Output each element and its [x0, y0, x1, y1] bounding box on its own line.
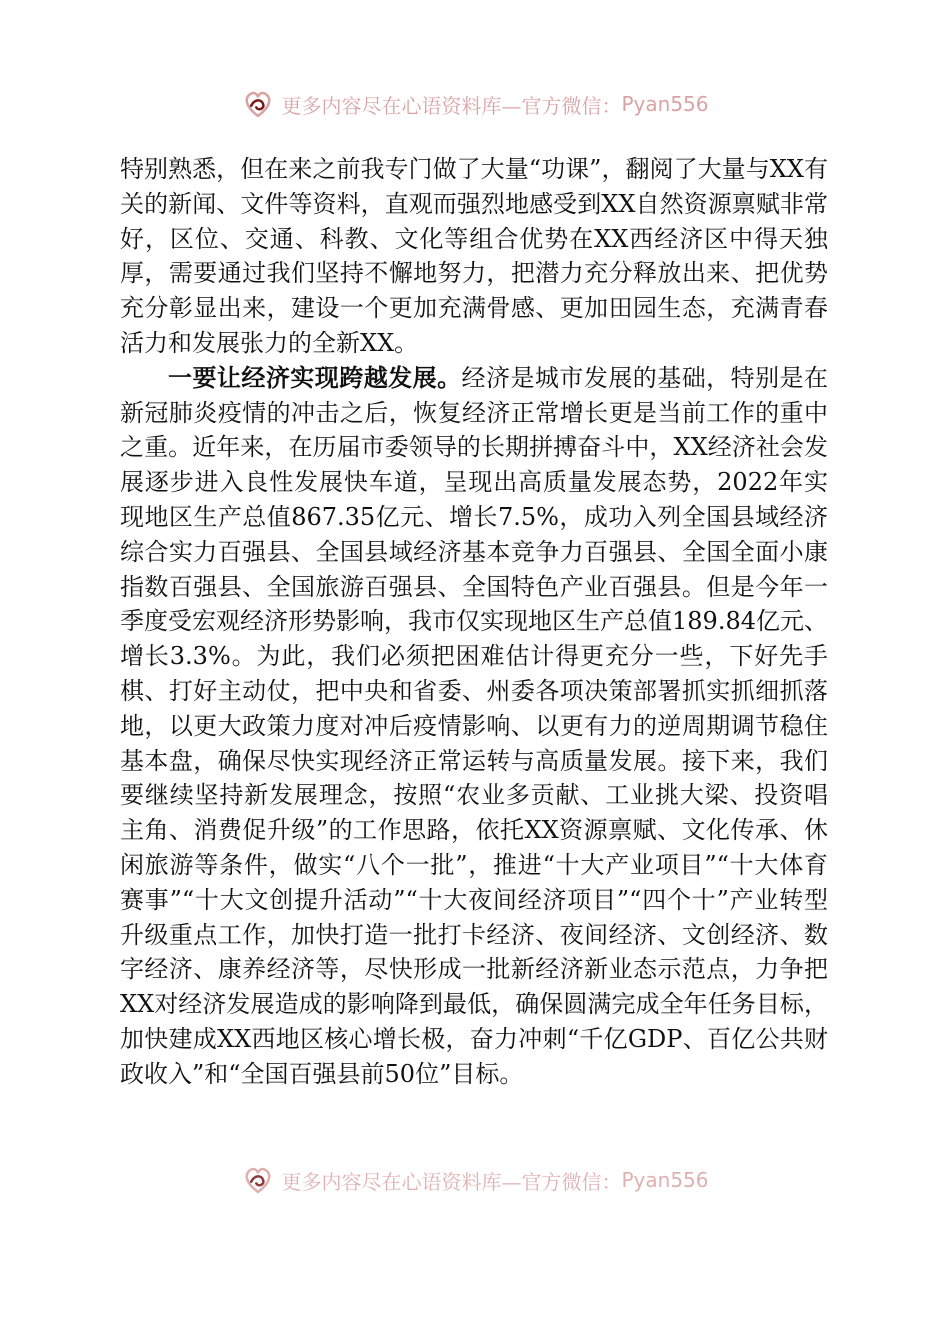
paragraph-1 [120, 152, 828, 361]
document-body [120, 152, 828, 1092]
watermark-footer [0, 1162, 950, 1198]
paragraph-2 [120, 361, 828, 1092]
watermark-text: 更多内容尽在心语资料库—官方微信： [281, 1169, 622, 1194]
heart-swirl-logo-icon [241, 1163, 275, 1197]
paragraph-2-text: 经济是城市发展的基础，特别是在新冠肺炎疫情的冲击之后，恢复经济正常增长更是当前工作的重中之重。近年来，在历届市委领导的长期拼搏奋斗中，XX经济社会发展逐步进入良性发展快车道，呈现出高质量发展态势，2022年实现地区生产总值867.35亿元、增长7.5%，成功入列全国县域经济综合实力百强县、全国县域经济基本竞争力百强县、全国全面小康指数百强县、全国旅游百强县、全国特色产业百强县。但是今年一季度受宏观经济形势影响，我市仅实现地区生产总值189.84亿元、增长3.3%。为此，我们必须把困难估计得更充分一些，下好先手棋、打好主动仗，把中央和省委、州委各项决策部署抓实抓细抓落地，以更大政策力度对冲后疫情影响、以更有力的逆周期调节稳住基本盘，确保尽快实现经济正常运转与高质量发展。接下来，我们要继续坚持新发展理念，按照“农业多贡献、工业挑大梁、投资唱主角、消费促升级”的工作思路，依托XX资源禀赋、文化传承、休闲旅游等条件，做实“八个一批”，推进“十大产业项目”“十大体育赛事”“十大文创提升活动”“十大夜间经济项目”“四个十”产业转型升级重点工作，加快打造一批打卡经济、夜间经济、文创经济、数字经济、康养经济等，尽快形成一批新经济新业态示范点，力争把XX对经济发展造成的影响降到最低，确保圆满完成全年任务目标，加快建成XX西地区核心增长极，奋力冲刺“千亿GDP、百亿公共财政收入”和“全国百强县前50位”目标。 [120, 363, 829, 1088]
watermark-wechat-id: Pyan556 [621, 92, 709, 116]
heart-swirl-logo-icon [241, 87, 275, 121]
paragraph-1-text: 特别熟悉，但在来之前我专门做了大量“功课”，翻阅了大量与XX有关的新闻、文件等资料，直观而强烈地感受到XX自然资源禀赋非常好，区位、交通、科教、文化等组合优势在XX西经济区中得天独厚，需要通过我们坚持不懈地努力，把潜力充分释放出来、把优势充分彰显出来，建设一个更加充满骨感、更加田园生态，充满青春活力和发展张力的全新XX。 [120, 155, 828, 357]
paragraph-2-lead: 一要让经济实现跨越发展。 [168, 362, 462, 392]
watermark-header [0, 86, 950, 122]
watermark-wechat-id: Pyan556 [621, 1168, 709, 1192]
watermark-text: 更多内容尽在心语资料库—官方微信： [281, 93, 622, 118]
